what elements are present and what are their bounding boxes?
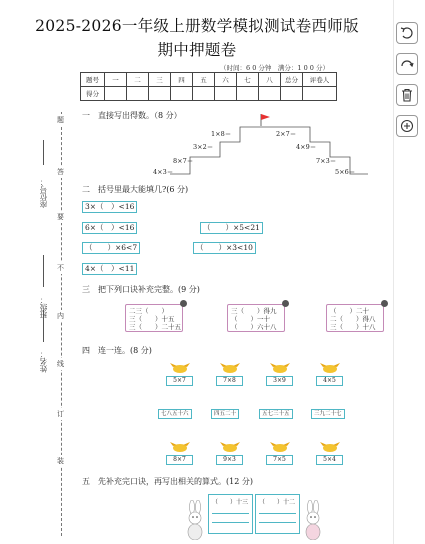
q3-card-line: 三（ ）得九 <box>231 307 277 315</box>
score-header-cell: 六 <box>215 73 237 87</box>
score-cell[interactable] <box>215 87 237 101</box>
bird-icon <box>270 441 290 453</box>
rabbit-icon <box>302 500 324 540</box>
bird-icon <box>270 362 290 374</box>
q2-box[interactable]: （ ）×3<10 <box>193 242 256 254</box>
q5-box[interactable]: （ ）十二 <box>259 499 296 506</box>
cut-char: 答 <box>57 168 64 176</box>
lasso-button[interactable] <box>396 22 418 44</box>
exam-meta: （时间：6 0 分钟 满分：1 0 0 分） <box>220 64 330 72</box>
seat-line <box>43 140 44 165</box>
q5-panel <box>255 494 300 534</box>
score-header-cell: 七 <box>237 73 259 87</box>
q4-top-box[interactable]: 4×5 <box>316 376 343 386</box>
q4-top-box[interactable]: 7×8 <box>216 376 243 386</box>
score-cell[interactable] <box>237 87 259 101</box>
q3-card <box>125 304 183 332</box>
q4-bottom-box[interactable]: 5×4 <box>316 455 343 465</box>
q5-box[interactable]: （ ）十三 <box>212 499 249 506</box>
score-header-cell: 五 <box>193 73 215 87</box>
paper-subtitle: 期中押题卷 <box>157 41 237 59</box>
q2-box[interactable]: 3×（ ）<16 <box>82 201 137 213</box>
q5-title: 五 先补充完口诀，再写出相关的算式。(12 分) <box>82 477 253 486</box>
score-header-cell: 总分 <box>281 73 303 87</box>
q3-card-line: 二三（ ） <box>129 307 168 315</box>
q3-card-line: （ ）六十八 <box>231 323 277 331</box>
cut-char: 要 <box>57 213 64 221</box>
bird-icon <box>220 362 240 374</box>
q3-card-line: （ ）一十 <box>231 315 270 323</box>
score-header-cell: 三 <box>149 73 171 87</box>
cut-char: 装 <box>57 457 64 465</box>
q1-title: 一 直接写出得数。（8 分） <box>82 111 182 120</box>
class-line <box>43 255 44 287</box>
q4-bottom-box[interactable]: 9×3 <box>216 455 243 465</box>
q4-title: 四 连一连。(8 分) <box>82 346 152 355</box>
cut-char: 线 <box>57 360 64 368</box>
rabbit-icon <box>184 500 206 540</box>
q4-top-box[interactable]: 3×9 <box>266 376 293 386</box>
q4-middle-box[interactable]: 七八五十六 <box>158 409 192 419</box>
cut-char: 内 <box>57 312 64 320</box>
rotate-icon <box>400 57 414 71</box>
score-header-cell: 一 <box>105 73 127 87</box>
score-table <box>80 72 337 101</box>
add-button[interactable] <box>396 115 418 137</box>
q3-card-line: （ ）二十 <box>330 307 369 315</box>
q1-item: 3×2＝ <box>193 143 214 151</box>
q3-card-line: 三（ ）十八 <box>330 323 376 331</box>
score-cell[interactable] <box>127 87 149 101</box>
cut-char: 订 <box>57 410 64 418</box>
q2-box[interactable]: 4×（ ）<11 <box>82 263 137 275</box>
score-cell[interactable] <box>171 87 193 101</box>
pin-icon <box>381 300 388 307</box>
score-cell[interactable] <box>149 87 171 101</box>
score-cell[interactable] <box>303 87 337 101</box>
q2-box[interactable]: 6×（ ）<16 <box>82 222 137 234</box>
score-cell[interactable] <box>193 87 215 101</box>
q2-box[interactable]: （ ）×5<21 <box>200 222 263 234</box>
q1-item: 5×6＝ <box>335 168 356 176</box>
lasso-icon <box>400 26 414 40</box>
bird-icon <box>220 441 240 453</box>
paper-title: 2025-2026一年级上册数学模拟测试卷西师版 <box>35 17 359 35</box>
flag-icon <box>261 114 270 120</box>
bird-icon <box>170 441 190 453</box>
score-header-cell: 四 <box>171 73 193 87</box>
q3-card-line: 三（ ）二十五 <box>129 323 181 331</box>
delete-button[interactable] <box>396 84 418 106</box>
class-label: 班级： <box>39 296 48 319</box>
q4-middle-box[interactable]: 五七三十五 <box>259 409 293 419</box>
seat-label: 座位号： <box>39 178 48 208</box>
score-row <box>81 87 337 101</box>
bird-icon <box>170 362 190 374</box>
q3-card <box>326 304 384 332</box>
score-header-cell: 八 <box>259 73 281 87</box>
cut-char: 题 <box>57 116 64 124</box>
score-header-cell: 二 <box>127 73 149 87</box>
q4-bottom-box[interactable]: 7×5 <box>266 455 293 465</box>
q3-card-line: 二（ ）得八 <box>330 315 376 323</box>
name-line <box>43 310 44 342</box>
bird-icon <box>320 441 340 453</box>
q2-title: 二 括号里最大能填几?(6 分) <box>82 185 189 194</box>
q4-bottom-box[interactable]: 8×7 <box>166 455 193 465</box>
score-header-cell: 题号 <box>81 73 105 87</box>
bird-icon <box>320 362 340 374</box>
q5-panel <box>208 494 253 534</box>
annotation-toolbar <box>396 22 418 137</box>
score-header-row <box>81 73 337 87</box>
q1-item: 2×7＝ <box>276 130 297 138</box>
pin-icon <box>282 300 289 307</box>
q4-top-box[interactable]: 5×7 <box>166 376 193 386</box>
q3-card-line: 三（ ）十五 <box>129 315 175 323</box>
answer-line <box>212 513 249 514</box>
q1-item: 7×3＝ <box>316 157 337 165</box>
q1-item: 4×3＝ <box>153 168 174 176</box>
score-cell[interactable] <box>281 87 303 101</box>
score-cell[interactable] <box>259 87 281 101</box>
pin-icon <box>180 300 187 307</box>
rotate-button[interactable] <box>396 53 418 75</box>
q1-item: 4×9＝ <box>296 143 317 151</box>
q4-middle-box[interactable]: 四五二十 <box>211 409 239 419</box>
q3-card <box>227 304 285 332</box>
score-cell[interactable] <box>105 87 127 101</box>
name-label: 姓名： <box>39 350 48 373</box>
score-row-label: 得分 <box>81 87 105 101</box>
q4-middle-box[interactable]: 三九二十七 <box>311 409 345 419</box>
answer-line <box>259 513 296 514</box>
q3-title: 三 把下列口诀补充完整。(9 分) <box>82 285 200 294</box>
q1-item: 1×8＝ <box>211 130 232 138</box>
answer-line <box>259 522 296 523</box>
cut-char: 不 <box>57 264 64 272</box>
q1-item: 8×7＝ <box>173 157 194 165</box>
answer-line <box>212 522 249 523</box>
trash-icon <box>400 88 414 102</box>
score-header-cell: 评卷人 <box>303 73 337 87</box>
q2-box[interactable]: （ ）×6<7 <box>82 242 140 254</box>
add-icon <box>400 119 414 133</box>
